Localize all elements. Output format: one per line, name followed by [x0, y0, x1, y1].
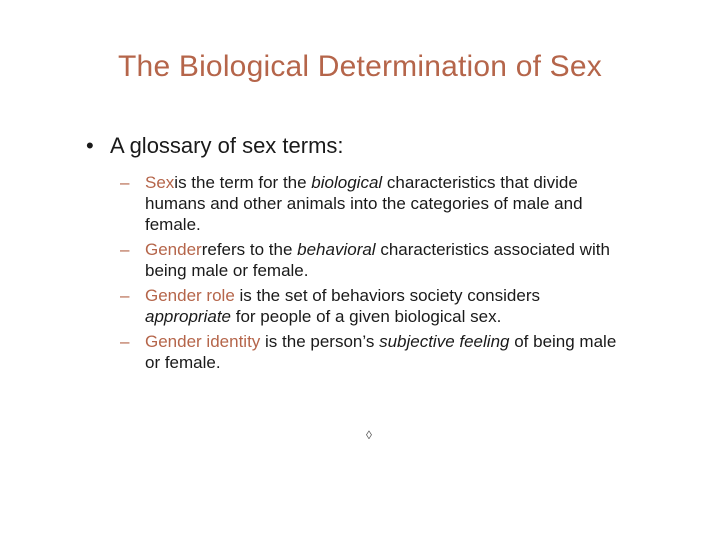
definition-emphasis: biological: [311, 173, 383, 192]
footer-marker: ◊: [366, 428, 372, 442]
glossary-list: [120, 172, 630, 377]
term-gender-role: Gender role: [145, 286, 235, 305]
glossary-item-gender-role: [120, 285, 630, 327]
main-bullet-text: A glossary of sex terms:: [110, 133, 344, 158]
glossary-item-sex: [120, 172, 630, 235]
definition-pre: is the term for the: [174, 173, 312, 192]
glossary-item-gender-identity: [120, 331, 630, 373]
term-gender-identity: Gender identity: [145, 332, 261, 351]
term-sex: Sex: [145, 173, 175, 192]
definition-emphasis: subjective feeling: [379, 332, 510, 351]
dash-marker: –: [120, 173, 130, 192]
definition-post: for people of a given biological sex.: [231, 307, 502, 326]
dash-marker: –: [120, 286, 130, 305]
definition-emphasis: appropriate: [145, 307, 232, 326]
definition-emphasis: behavioral: [297, 240, 376, 259]
dash-marker: –: [120, 332, 130, 351]
definition-pre: is the person’s: [260, 332, 380, 351]
definition-pre: refers to the: [201, 240, 298, 259]
definition-post: characteristics that divide humans and other animals into the categories of male and female.: [145, 173, 583, 234]
term-gender: Gender: [145, 240, 202, 259]
slide-title: The Biological Determination of Sex: [118, 50, 602, 83]
definition-post: of being male or female.: [145, 332, 617, 372]
definition-pre: is the set of behaviors society considers: [234, 286, 540, 305]
main-bullet: [86, 133, 344, 159]
glossary-item-gender: [120, 239, 630, 281]
bullet-symbol: •: [86, 133, 94, 158]
dash-marker: –: [120, 240, 130, 259]
definition-post: characteristics associated with being male or female.: [145, 240, 610, 280]
